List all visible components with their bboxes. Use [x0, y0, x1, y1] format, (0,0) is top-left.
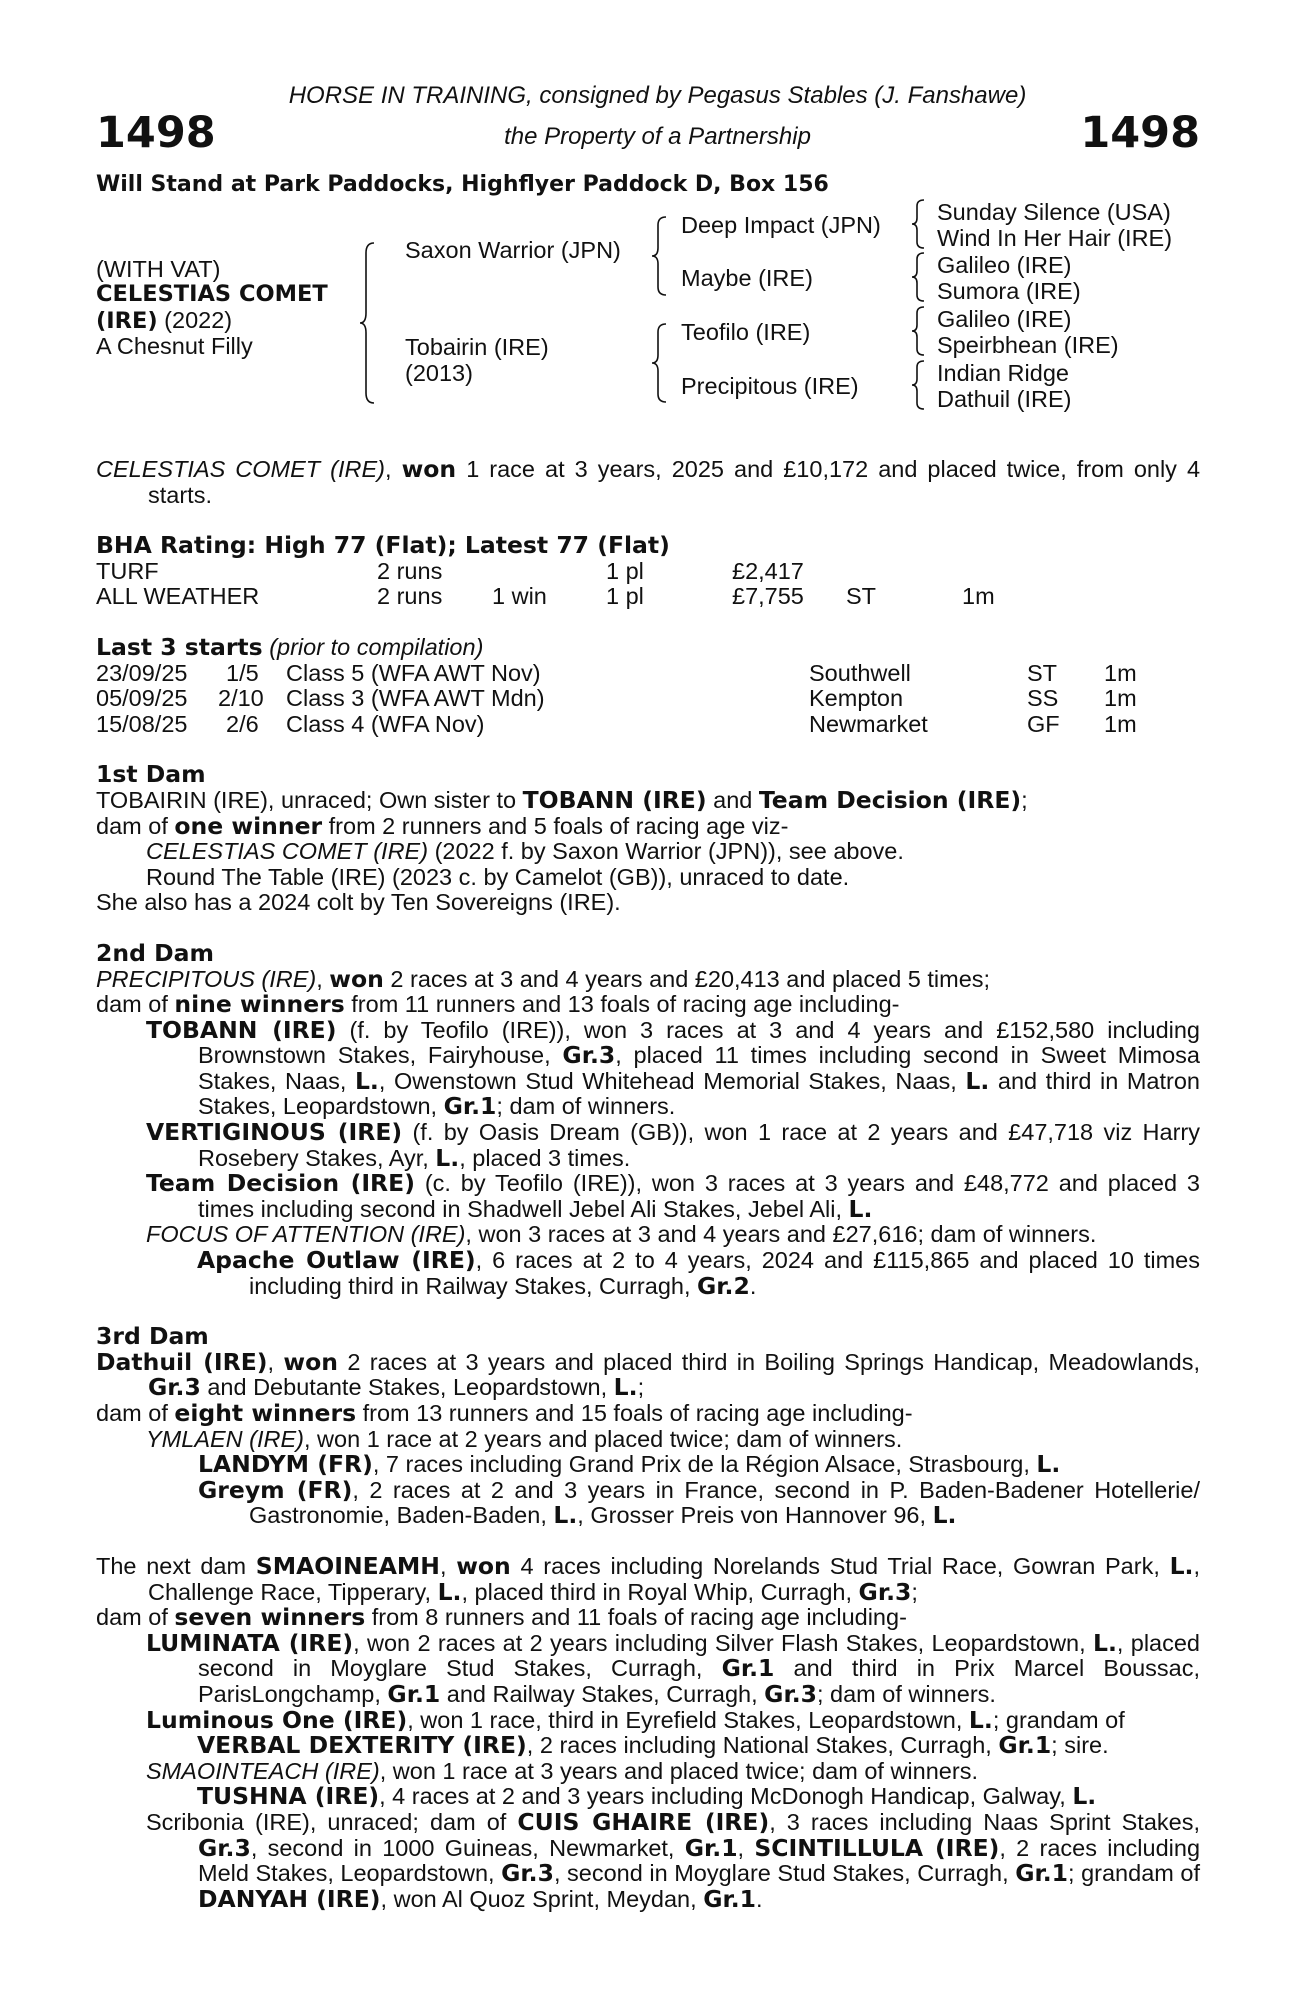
gg-7: Indian Ridge	[937, 360, 1069, 386]
third-dam-entry-3: Greym (FR), 2 races at 2 and 3 years in France, second in P. Baden-Badener Hotellerie/ Gastronomie, Baden-Baden, L., Grosser Preis von Hannover 96, L.	[198, 1475, 1200, 1530]
gg-1: Sunday Silence (USA)	[937, 199, 1171, 225]
gg-6: Speirbhean (IRE)	[937, 332, 1119, 358]
g-bracket-4	[912, 361, 928, 409]
gg-2: Wind In Her Hair (IRE)	[937, 225, 1173, 251]
gg-8: Dathuil (IRE)	[937, 386, 1072, 412]
horse-description: A Chesnut Filly	[96, 333, 253, 359]
third-dam-line1: Dathuil (IRE), won 2 races at 3 years and placed third in Boiling Springs Handicap, Meadowlands, Gr.3 and Debutante Stakes, Leopardstown, L.;	[96, 1347, 1200, 1402]
first-dam-produce-3: She also has a 2024 colt by Ten Sovereigns (IRE).	[96, 889, 621, 916]
sire-dam: Maybe (IRE)	[681, 265, 813, 291]
start-row: 15/08/25 2/6 Class 4 (WFA Nov) Newmarket GF 1m	[96, 710, 1137, 737]
second-dam-line2: dam of nine winners from 11 runners and 13 foals of racing age including-	[96, 990, 900, 1019]
sire: Saxon Warrior (JPN)	[405, 237, 621, 263]
pedigree-bracket-main	[360, 243, 380, 403]
first-dam-produce-1: CELESTIAS COMET (IRE) (2022 f. by Saxon Warrior (JPN)), see above.	[146, 838, 904, 865]
third-dam-line2: dam of eight winners from 13 runners and 15 foals of racing age including-	[96, 1399, 913, 1427]
second-dam-title: 2nd Dam	[96, 938, 214, 967]
third-dam-entry-1: YMLAEN (IRE), won 1 race at 2 years and placed twice; dam of winners.	[146, 1425, 903, 1452]
dam-bracket	[652, 324, 672, 402]
dam-year: (2013)	[405, 360, 473, 386]
race-summary: CELESTIAS COMET (IRE), won 1 race at 3 years, 2025 and £10,172 and placed twice, from only 4 starts.	[96, 455, 1201, 508]
rating-row-aw: ALL WEATHER 2 runs 1 win 1 pl £7,755 ST 1m	[96, 583, 995, 610]
stable-location: Will Stand at Park Paddocks, Highflyer Paddock D, Box 156	[96, 172, 829, 197]
start-row: 23/09/25 1/5 Class 5 (WFA AWT Nov) Southwell ST 1m	[96, 659, 1137, 686]
g-bracket-2	[912, 253, 928, 301]
second-dam-entry-2: VERTIGINOUS (IRE) (f. by Oasis Dream (GB)), won 1 race at 2 years and £47,718 viz Harry Rosebery Stakes, Ayr, L., placed 3 times.	[146, 1118, 1200, 1172]
dam-dam: Precipitous (IRE)	[681, 373, 859, 399]
ownership-line: the Property of a Partnership	[504, 123, 811, 150]
third-dam-title: 3rd Dam	[96, 1322, 209, 1351]
catalogue-body	[96, 457, 1200, 1912]
dam: Tobairin (IRE)	[405, 334, 549, 360]
next-dam-entry-1: LUMINATA (IRE), won 2 races at 2 years including Silver Flash Stakes, Leopardstown, L., placed second in Moyglare Stud Stakes, Curragh, Gr.1 and third in Prix Marcel Boussac, ParisLongchamp, Gr.1 and Railway Stakes, Curragh, Gr.3; dam of winners.	[146, 1628, 1201, 1708]
vat-label: (WITH VAT)	[96, 256, 221, 282]
first-dam-line1: TOBAIRIN (IRE), unraced; Own sister to TOBANN (IRE) and Team Decision (IRE);	[96, 785, 1028, 814]
last-starts-title: Last 3 starts (prior to compilation)	[96, 632, 484, 661]
first-dam-title: 1st Dam	[96, 760, 206, 789]
second-dam-line1: PRECIPITOUS (IRE), won 2 races at 3 and 4 years and £20,413 and placed 5 times;	[96, 964, 991, 993]
next-dam-entry-5: TUSHNA (IRE), 4 races at 2 and 3 years including McDonogh Handicap, Galway, L.	[197, 1782, 1097, 1811]
first-dam-line2: dam of one winner from 2 runners and 5 foals of racing age viz-	[96, 811, 789, 840]
second-dam-entry-4: FOCUS OF ATTENTION (IRE), won 3 races at 3 and 4 years and £27,616; dam of winners.	[146, 1221, 1097, 1248]
gg-3: Galileo (IRE)	[937, 252, 1072, 278]
second-dam-entry-3: Team Decision (IRE) (c. by Teofilo (IRE)), won 3 races at 3 years and £48,772 and placed 3 times including second in Shadwell Jebel Ali Stakes, Jebel Ali, L.	[146, 1169, 1200, 1223]
next-dam-line2: dam of seven winners from 8 runners and 11 foals of racing age including-	[96, 1603, 907, 1632]
horse-name: CELESTIAS COMET	[96, 281, 328, 307]
start-row: 05/09/25 2/10 Class 3 (WFA AWT Mdn) Kempton SS 1m	[96, 685, 1137, 712]
gg-5: Galileo (IRE)	[937, 306, 1072, 332]
consignor-line: HORSE IN TRAINING, consigned by Pegasus Stables (J. Fanshawe)	[288, 82, 1027, 109]
next-dam-entry-3: VERBAL DEXTERITY (IRE), 2 races including National Stakes, Curragh, Gr.1; sire.	[197, 1731, 1109, 1760]
second-dam-entry-5: Apache Outlaw (IRE), 6 races at 2 to 4 years, 2024 and £115,865 and placed 10 times including third in Railway Stakes, Curragh, Gr.2.	[197, 1246, 1200, 1300]
sire-sire: Deep Impact (JPN)	[681, 212, 881, 238]
horse-origin-year: (IRE) (2022)	[96, 307, 233, 334]
next-dam-line1: The next dam SMAOINEAMH, won 4 races including Norelands Stud Trial Race, Gowran Park, L., Challenge Race, Tipperary, L., placed third in Royal Whip, Curragh, Gr.3;	[96, 1551, 1201, 1606]
rating-title: BHA Rating: High 77 (Flat); Latest 77 (Flat)	[96, 531, 670, 560]
g-bracket-3	[912, 307, 928, 355]
second-dam-entry-1: TOBANN (IRE) (f. by Teofilo (IRE)), won 3 races at 3 and 4 years and £152,580 including Brownstown Stakes, Fairyhouse, Gr.3, placed 11 times including second in Sweet Mimosa Stakes, Naas, L., Owenstown Stud Whitehead Memorial Stakes, Naas, L. and third in Matron Stakes, Leopardstown, Gr.1; dam of winners.	[146, 1015, 1200, 1121]
rating-row-turf: TURF 2 runs 1 pl £2,417	[96, 557, 804, 584]
first-dam-produce-2: Round The Table (IRE) (2023 c. by Camelot (GB)), unraced to date.	[146, 863, 850, 890]
gg-4: Sumora (IRE)	[937, 278, 1081, 304]
lot-number-right: 1498	[1080, 108, 1200, 158]
lot-number-left: 1498	[96, 108, 216, 158]
g-bracket-1	[912, 200, 928, 248]
next-dam-entry-2: Luminous One (IRE), won 1 race, third in Eyrefield Stakes, Leopardstown, L.; grandam of	[146, 1705, 1125, 1734]
dam-sire: Teofilo (IRE)	[681, 319, 811, 345]
third-dam-entry-2: LANDYM (FR), 7 races including Grand Prix de la Région Alsace, Strasbourg, L.	[198, 1450, 1061, 1479]
next-dam-entry-6: Scribonia (IRE), unraced; dam of CUIS GHAIRE (IRE), 3 races including Naas Sprint Stakes, Gr.3, second in 1000 Guineas, Newmarket, Gr.1, SCINTILLULA (IRE), 2 races including Meld Stakes, Leopardstown, Gr.3, second in Moyglare Stud Stakes, Curragh, Gr.1; grandam of DANYAH (IRE), won Al Quoz Sprint, Meydan, Gr.1.	[146, 1807, 1201, 1913]
next-dam-entry-4: SMAOINTEACH (IRE), won 1 race at 3 years and placed twice; dam of winners.	[146, 1757, 978, 1784]
sire-bracket	[652, 217, 672, 295]
